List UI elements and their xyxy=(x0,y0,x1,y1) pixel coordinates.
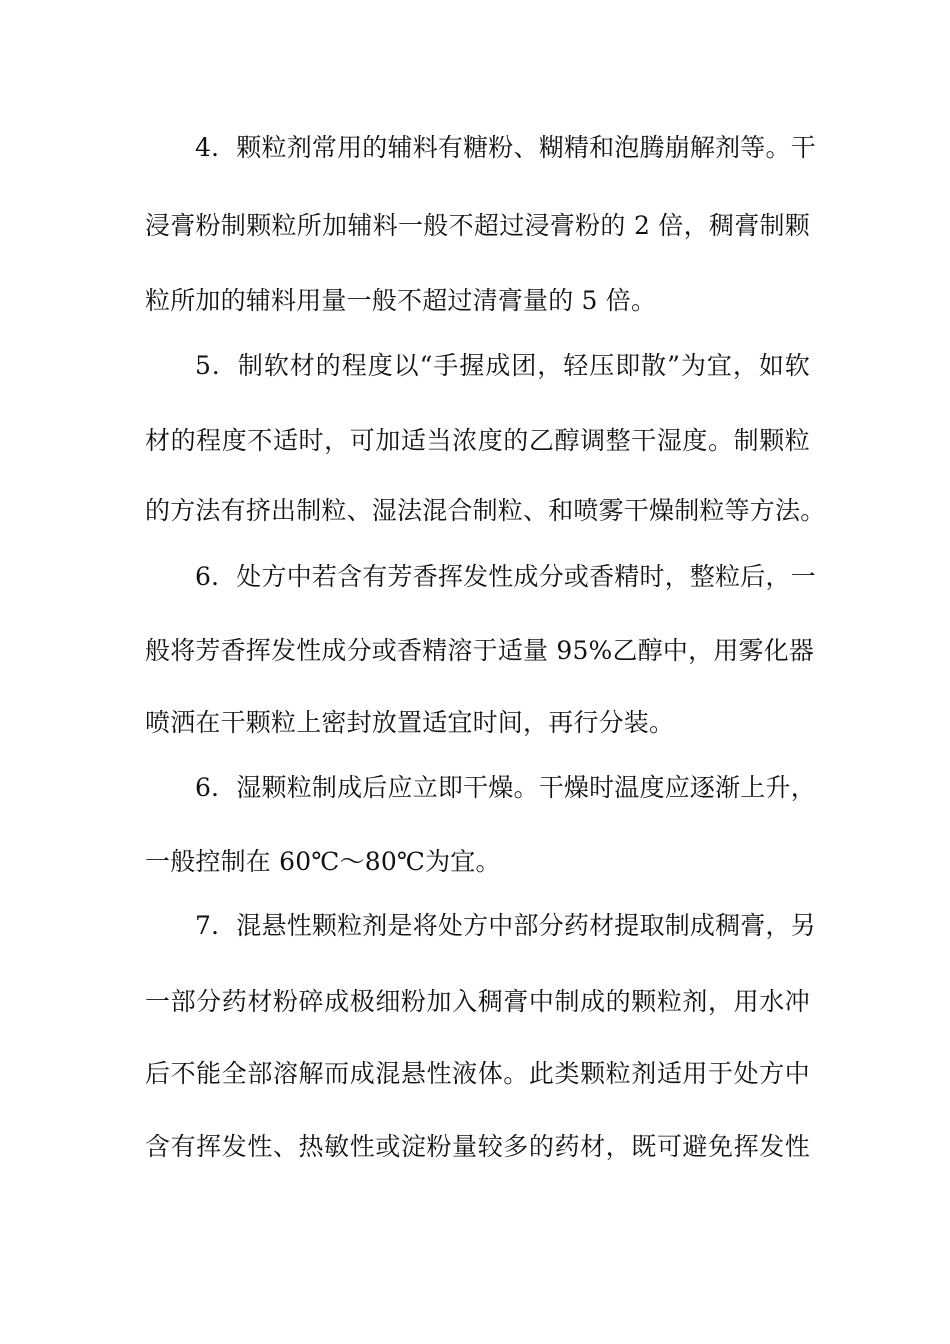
paragraph-5-line-2: 材的程度不适时，可加适当浓度的乙醇调整干湿度。制颗粒 xyxy=(145,426,810,455)
paragraph-4-line-1: 4．颗粒剂常用的辅料有糖粉、糊精和泡腾崩解剂等。干 xyxy=(195,133,816,162)
paragraph-6b-line-1: 6．湿颗粒制成后应立即干燥。干燥时温度应逐渐上升， xyxy=(195,773,816,802)
paragraph-7-line-3: 后不能全部溶解而成混悬性液体。此类颗粒剂适用于处方中 xyxy=(145,1059,810,1088)
paragraph-4-line-2: 浸膏粉制颗粒所加辅料一般不超过浸膏粉的 2 倍，稠膏制颗 xyxy=(145,211,810,240)
paragraph-6a-line-1: 6．处方中若含有芳香挥发性成分或香精时，整粒后，一 xyxy=(195,562,816,591)
paragraph-6a-line-2: 般将芳香挥发性成分或香精溶于适量 95%乙醇中，用雾化器 xyxy=(145,636,815,665)
paragraph-7-line-2: 一部分药材粉碎成极细粉加入稠膏中制成的颗粒剂，用水冲 xyxy=(145,987,810,1016)
paragraph-4-line-3: 粒所加的辅料用量一般不超过清膏量的 5 倍。 xyxy=(145,286,657,315)
paragraph-6a-line-3: 喷洒在干颗粒上密封放置适宜时间，再行分装。 xyxy=(145,708,675,737)
paragraph-5-line-1: 5．制软材的程度以“手握成团，轻压即散”为宜，如软 xyxy=(195,351,810,380)
paragraph-6b-line-2: 一般控制在 60℃～80℃为宜。 xyxy=(145,847,501,876)
paragraph-5-line-3: 的方法有挤出制粒、湿法混合制粒、和喷雾干燥制粒等方法。 xyxy=(145,496,826,525)
paragraph-7-line-1: 7．混悬性颗粒剂是将处方中部分药材提取制成稠膏，另 xyxy=(195,911,816,940)
paragraph-7-line-4: 含有挥发性、热敏性或淀粉量较多的药材，既可避免挥发性 xyxy=(145,1132,810,1161)
